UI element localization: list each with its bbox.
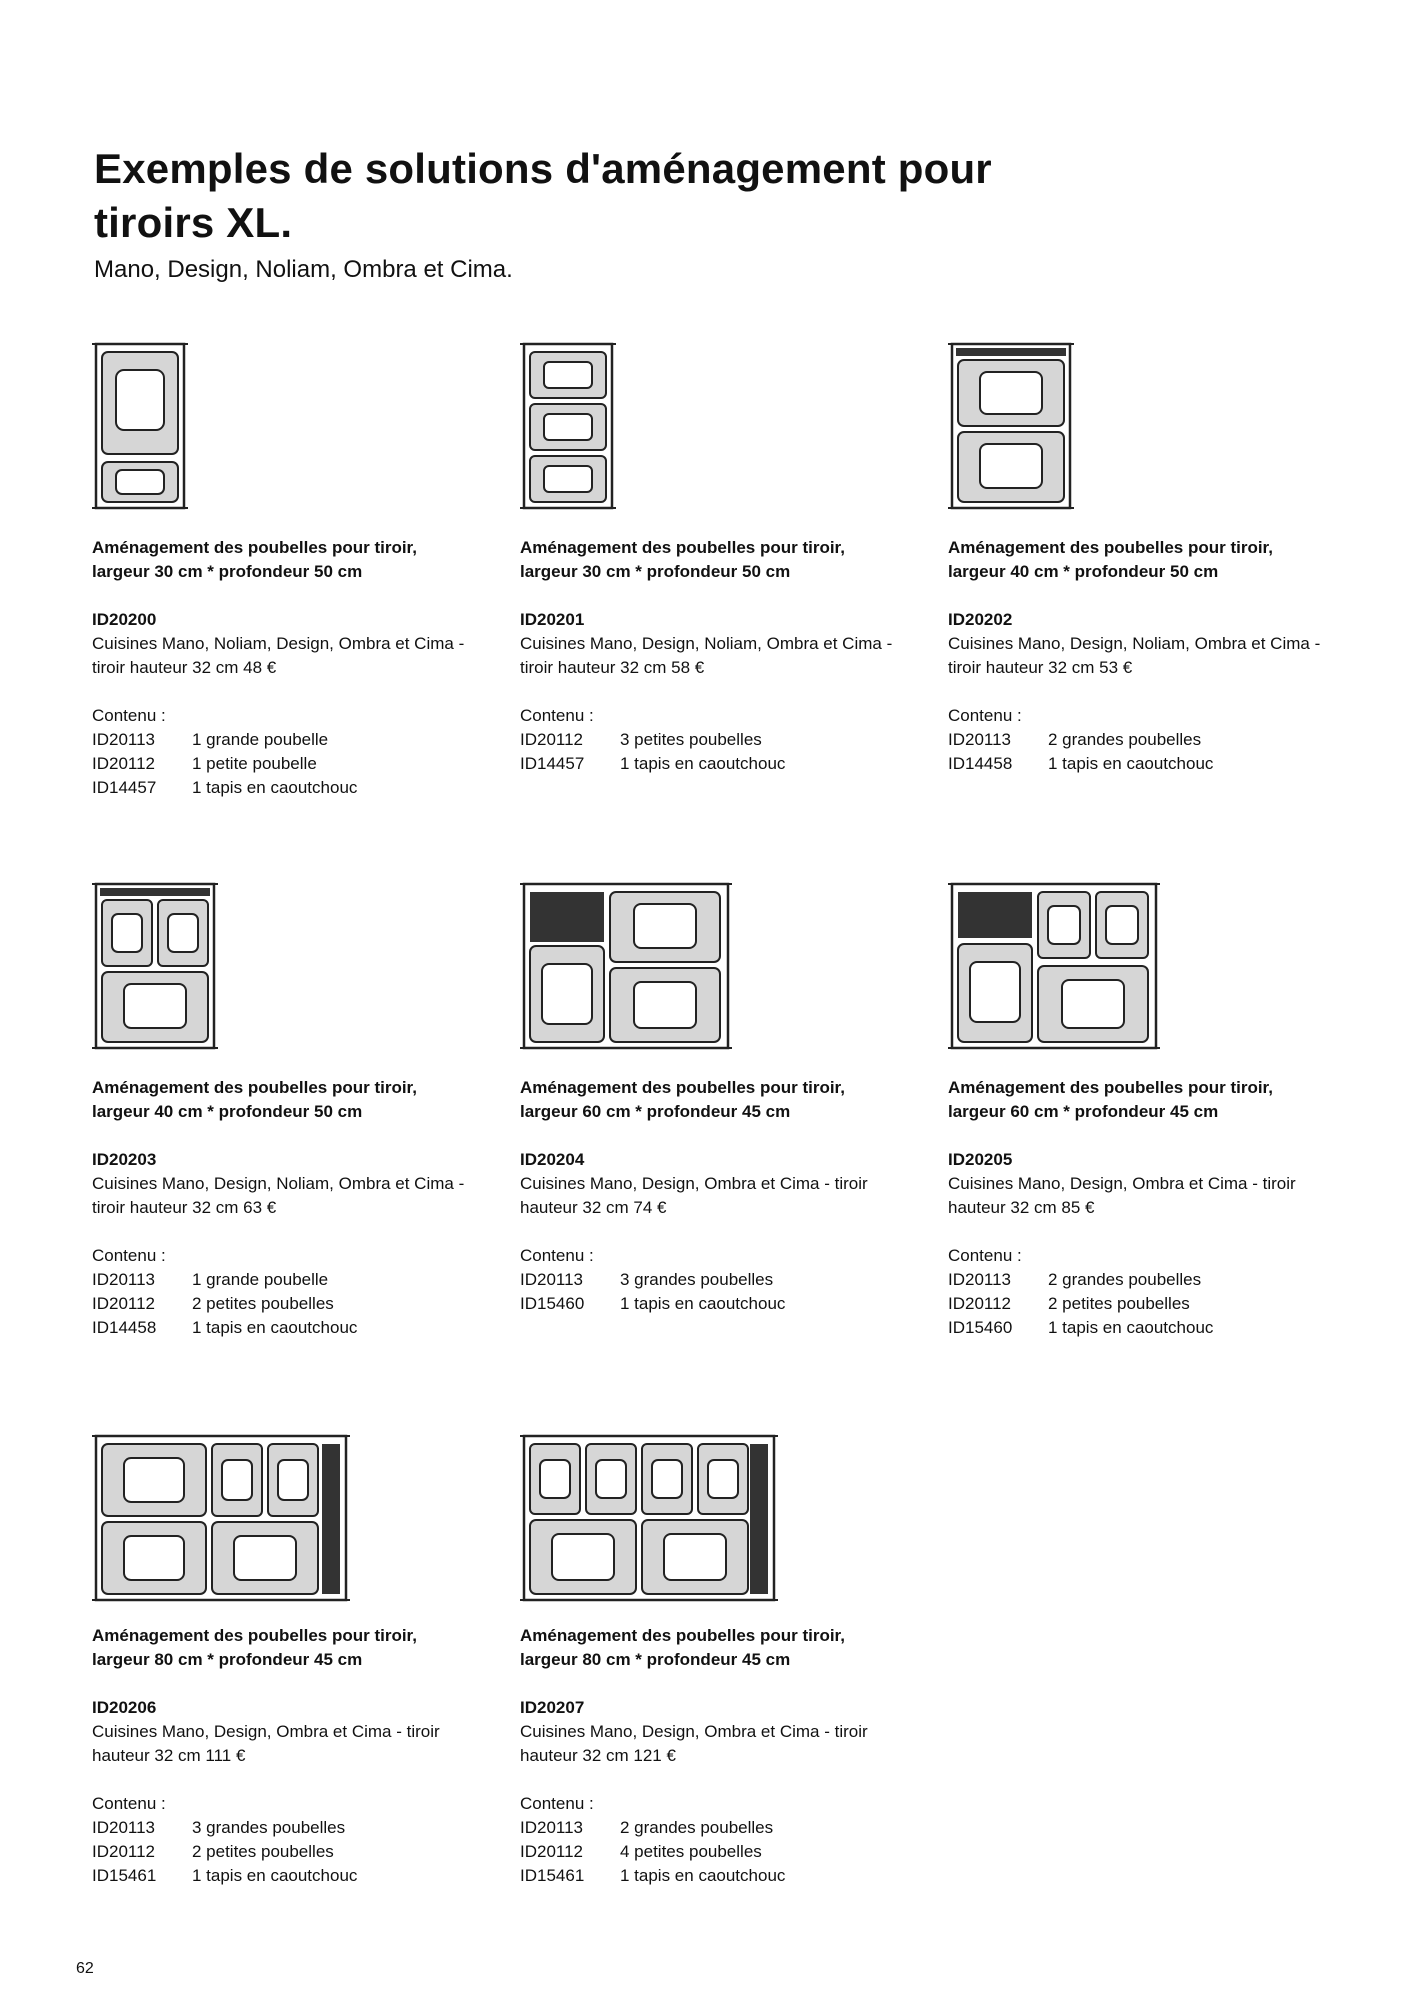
item-label: 1 tapis en caoutchouc — [620, 1294, 786, 1313]
drawer-illustration — [92, 880, 218, 1052]
item-label: 1 petite poubelle — [192, 754, 317, 773]
item-label: 2 grandes poubelles — [1048, 1270, 1202, 1289]
product-title: Aménagement des poubelles pour tiroir, largeur 40 cm * profondeur 50 cm — [948, 538, 1273, 581]
item-label: 1 grande poubelle — [192, 730, 329, 749]
drawer-illustration — [520, 1432, 778, 1604]
product-description: Cuisines Mano, Design, Noliam, Ombra et Cima - tiroir hauteur 32 cm 53 € — [948, 634, 1321, 677]
product-title: Aménagement des poubelles pour tiroir, largeur 30 cm * profondeur 50 cm — [92, 538, 417, 581]
contents-row — [92, 1268, 472, 1292]
contents-row — [520, 1864, 900, 1888]
contents-row — [948, 1268, 1328, 1292]
page-subtitle: Mano, Design, Noliam, Ombra et Cima. — [94, 256, 513, 283]
product-title: Aménagement des poubelles pour tiroir, largeur 60 cm * profondeur 45 cm — [948, 1078, 1273, 1121]
contents-row — [948, 1316, 1328, 1340]
product-description: Cuisines Mano, Design, Noliam, Ombra et Cima - tiroir hauteur 32 cm 58 € — [520, 634, 893, 677]
contents-label: Contenu : — [520, 706, 594, 725]
item-code: ID20113 — [92, 1270, 156, 1289]
item-label: 2 petites poubelles — [192, 1294, 334, 1313]
contents-label: Contenu : — [948, 1246, 1022, 1265]
contents-row — [520, 1840, 900, 1864]
contents-row — [520, 1816, 900, 1840]
page-title: Exemples de solutions d'aménagement pour tiroirs XL. — [94, 145, 992, 246]
item-code: ID20112 — [948, 1294, 1012, 1313]
item-code: ID15461 — [92, 1866, 157, 1885]
item-label: 1 tapis en caoutchouc — [620, 754, 786, 773]
contents-row — [948, 1292, 1328, 1316]
item-label: 2 petites poubelles — [192, 1842, 334, 1861]
page-number: 62 — [76, 1960, 94, 1977]
contents-row — [92, 776, 472, 800]
drawer-illustration — [948, 340, 1074, 512]
product-description: Cuisines Mano, Design, Ombra et Cima - tiroir hauteur 32 cm 121 € — [520, 1722, 868, 1765]
contents-row — [520, 1292, 900, 1316]
contents-label: Contenu : — [520, 1246, 594, 1265]
contents-row — [92, 1840, 472, 1864]
item-label: 3 grandes poubelles — [192, 1818, 346, 1837]
item-code: ID15461 — [520, 1866, 585, 1885]
contents-row — [92, 728, 472, 752]
item-label: 1 tapis en caoutchouc — [192, 1866, 358, 1885]
product-id: ID20200 — [92, 610, 157, 629]
product-id: ID20205 — [948, 1150, 1013, 1169]
product-title: Aménagement des poubelles pour tiroir, largeur 80 cm * profondeur 45 cm — [92, 1626, 417, 1669]
contents-row — [92, 752, 472, 776]
product-id: ID20204 — [520, 1150, 585, 1169]
item-code: ID20113 — [948, 1270, 1012, 1289]
product-id: ID20206 — [92, 1698, 157, 1717]
item-label: 3 grandes poubelles — [620, 1270, 774, 1289]
item-label: 4 petites poubelles — [620, 1842, 762, 1861]
contents-row — [948, 728, 1328, 752]
item-label: 1 tapis en caoutchouc — [1048, 754, 1214, 773]
item-code: ID14458 — [948, 754, 1013, 773]
product-title: Aménagement des poubelles pour tiroir, largeur 30 cm * profondeur 50 cm — [520, 538, 845, 581]
item-label: 1 tapis en caoutchouc — [192, 1318, 358, 1337]
contents-label: Contenu : — [92, 706, 166, 725]
item-code: ID20113 — [92, 1818, 156, 1837]
contents-row — [92, 1316, 472, 1340]
contents-label: Contenu : — [520, 1794, 594, 1813]
item-code: ID20112 — [92, 754, 156, 773]
contents-row — [948, 752, 1328, 776]
item-code: ID15460 — [520, 1294, 585, 1313]
product-description: Cuisines Mano, Design, Noliam, Ombra et Cima - tiroir hauteur 32 cm 63 € — [92, 1174, 465, 1217]
item-label: 1 grande poubelle — [192, 1270, 329, 1289]
item-code: ID20113 — [520, 1818, 584, 1837]
product-title: Aménagement des poubelles pour tiroir, largeur 60 cm * profondeur 45 cm — [520, 1078, 845, 1121]
drawer-illustration — [92, 340, 188, 512]
contents-row — [92, 1292, 472, 1316]
item-label: 2 grandes poubelles — [1048, 730, 1202, 749]
product-description: Cuisines Mano, Noliam, Design, Ombra et Cima - tiroir hauteur 32 cm 48 € — [92, 634, 465, 677]
contents-row — [520, 1268, 900, 1292]
product-title: Aménagement des poubelles pour tiroir, largeur 80 cm * profondeur 45 cm — [520, 1626, 845, 1669]
item-code: ID14458 — [92, 1318, 157, 1337]
product-id: ID20202 — [948, 610, 1013, 629]
item-label: 1 tapis en caoutchouc — [192, 778, 358, 797]
item-code: ID20112 — [92, 1294, 156, 1313]
item-label: 1 tapis en caoutchouc — [1048, 1318, 1214, 1337]
item-label: 2 petites poubelles — [1048, 1294, 1190, 1313]
product-description: Cuisines Mano, Design, Ombra et Cima - tiroir hauteur 32 cm 85 € — [948, 1174, 1296, 1217]
drawer-illustration — [92, 1432, 350, 1604]
drawer-illustration — [520, 880, 732, 1052]
contents-label: Contenu : — [92, 1246, 166, 1265]
product-description: Cuisines Mano, Design, Ombra et Cima - tiroir hauteur 32 cm 74 € — [520, 1174, 868, 1217]
item-code: ID20113 — [92, 730, 156, 749]
item-code: ID20112 — [520, 1842, 584, 1861]
item-label: 1 tapis en caoutchouc — [620, 1866, 786, 1885]
item-label: 3 petites poubelles — [620, 730, 762, 749]
item-code: ID20112 — [520, 730, 584, 749]
product-id: ID20207 — [520, 1698, 585, 1717]
product-id: ID20203 — [92, 1150, 157, 1169]
product-description: Cuisines Mano, Design, Ombra et Cima - tiroir hauteur 32 cm 111 € — [92, 1722, 440, 1765]
product-title: Aménagement des poubelles pour tiroir, largeur 40 cm * profondeur 50 cm — [92, 1078, 417, 1121]
contents-row — [520, 728, 900, 752]
item-code: ID14457 — [520, 754, 585, 773]
item-label: 2 grandes poubelles — [620, 1818, 774, 1837]
item-code: ID15460 — [948, 1318, 1013, 1337]
item-code: ID14457 — [92, 778, 157, 797]
contents-label: Contenu : — [92, 1794, 166, 1813]
drawer-illustration — [948, 880, 1160, 1052]
contents-row — [92, 1816, 472, 1840]
contents-row — [92, 1864, 472, 1888]
contents-label: Contenu : — [948, 706, 1022, 725]
item-code: ID20112 — [92, 1842, 156, 1861]
product-id: ID20201 — [520, 610, 585, 629]
item-code: ID20113 — [520, 1270, 584, 1289]
contents-row — [520, 752, 900, 776]
drawer-illustration — [520, 340, 616, 512]
item-code: ID20113 — [948, 730, 1012, 749]
